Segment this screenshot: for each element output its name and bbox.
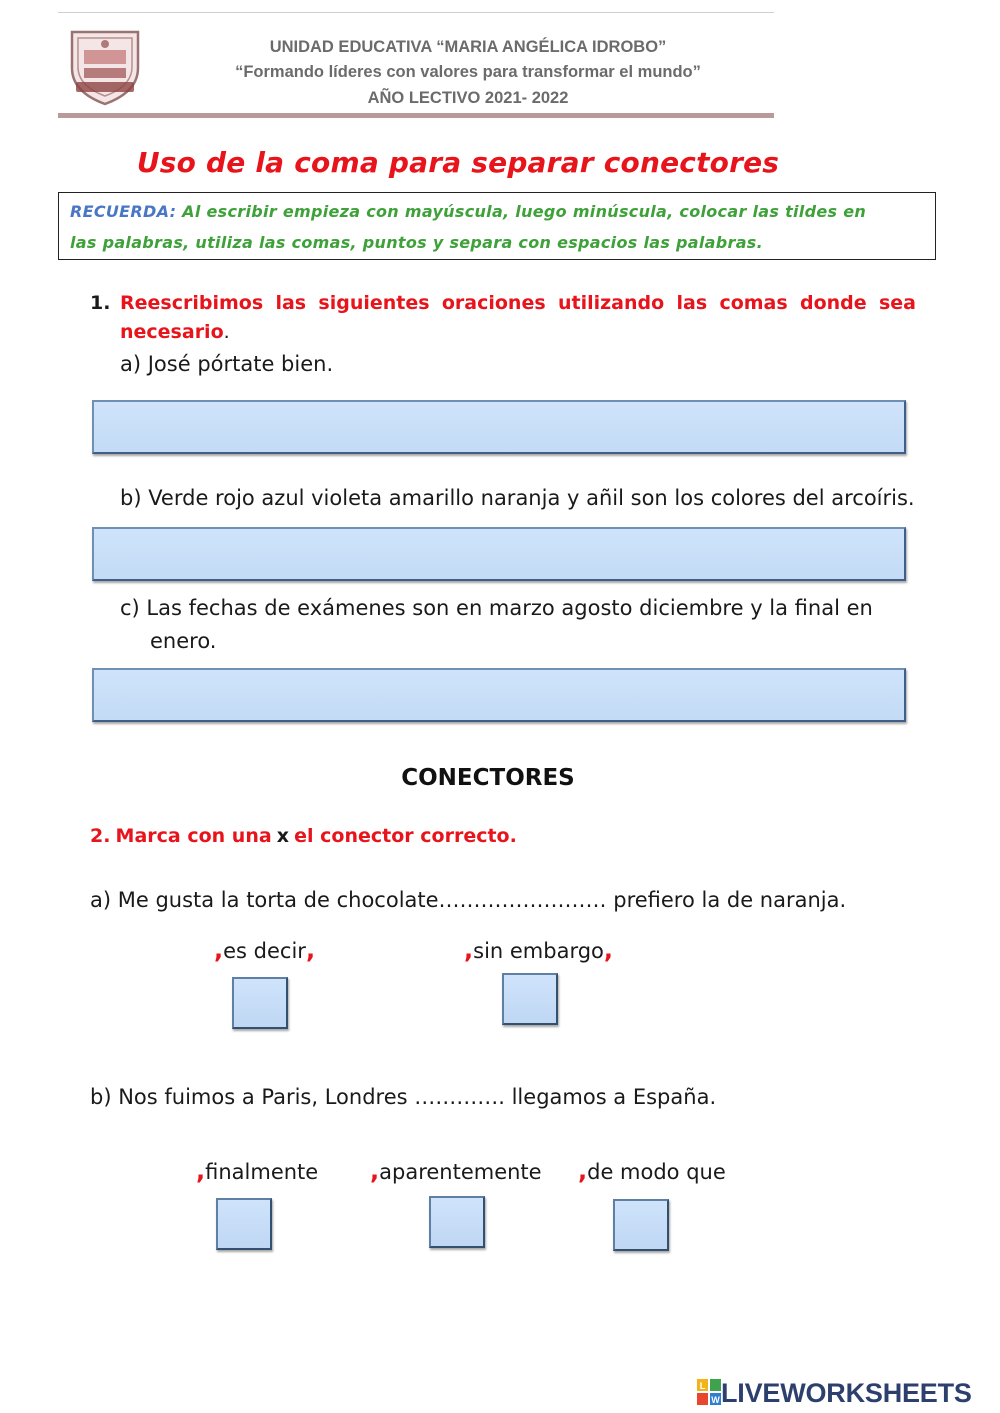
logo-letter-w: W <box>711 1395 720 1405</box>
question-1-instruction-line-1: Reescribimos las siguientes oraciones utilizando las comas donde sea <box>120 292 916 314</box>
option-b-1 <box>196 1157 318 1185</box>
option-a-1 <box>214 936 315 964</box>
option-label: finalmente <box>205 1160 319 1184</box>
question-1-period: . <box>223 321 230 343</box>
option-b-3 <box>578 1157 726 1185</box>
question-1-item-c-line-1: c) Las fechas de exámenes son en marzo agosto diciembre y la final en <box>120 596 873 620</box>
question-2-text-part-2: el conector correcto. <box>294 825 517 847</box>
option-label: aparentemente <box>379 1160 542 1184</box>
school-year: AÑO LECTIVO 2021- 2022 <box>367 89 569 107</box>
liveworksheets-logo-icon <box>697 1379 721 1405</box>
option-label: es decir <box>223 939 306 963</box>
header-bottom-divider <box>58 113 774 118</box>
question-1-number: 1. <box>90 292 111 314</box>
option-comma: , <box>603 936 614 964</box>
option-b-3-checkbox[interactable] <box>613 1199 669 1251</box>
school-name: UNIDAD EDUCATIVA “MARIA ANGÉLICA IDROBO” <box>269 38 667 56</box>
recuerda-text-1: Al escribir empieza con mayúscula, luego minúscula, colocar las tildes en <box>182 202 867 221</box>
recuerda-line-2: las palabras, utiliza las comas, puntos y separa con espacios las palabras. <box>70 233 763 252</box>
question-2-text-part-1: Marca con una <box>115 825 272 847</box>
answer-input-c[interactable] <box>92 668 906 722</box>
question-2-instruction <box>90 825 517 847</box>
question-1-item-b: b) Verde rojo azul violeta amarillo naranja y añil son los colores del arcoíris. <box>120 486 915 510</box>
option-b-2 <box>370 1157 542 1185</box>
recuerda-line-1 <box>70 202 866 221</box>
option-comma: , <box>464 936 474 964</box>
worksheet-title: Uso de la coma para separar conectores <box>136 146 780 179</box>
question-2-item-a: a) Me gusta la torta de chocolate…………………… prefiero la de naranja. <box>90 888 847 912</box>
option-comma: , <box>196 1157 206 1185</box>
option-comma: , <box>370 1157 380 1185</box>
question-1-instruction-line-2 <box>120 321 230 343</box>
logo-letter-l: L <box>699 1381 706 1391</box>
question-2-x-mark: x <box>276 825 290 847</box>
question-1-item-c-line-2: enero. <box>150 629 217 653</box>
question-2-number: 2. <box>90 825 111 847</box>
school-motto: “Formando líderes con valores para transformar el mundo” <box>235 63 701 81</box>
option-comma: , <box>578 1157 588 1185</box>
option-b-1-checkbox[interactable] <box>216 1198 272 1250</box>
option-a-1-checkbox[interactable] <box>232 977 288 1029</box>
recuerda-label: RECUERDA: <box>70 202 177 221</box>
answer-input-a[interactable] <box>92 400 906 454</box>
conectores-heading: CONECTORES <box>401 765 575 791</box>
liveworksheets-brand <box>697 1378 972 1408</box>
option-comma: , <box>305 936 316 964</box>
option-a-2-checkbox[interactable] <box>502 973 558 1025</box>
option-label: de modo que <box>587 1160 726 1184</box>
option-comma: , <box>214 936 224 964</box>
school-crest-icon <box>66 22 144 106</box>
option-label: sin embargo <box>473 939 604 963</box>
question-2-item-b: b) Nos fuimos a Paris, Londres …………. llegamos a España. <box>90 1085 717 1109</box>
liveworksheets-wordmark: LIVEWORKSHEETS <box>721 1378 972 1408</box>
option-b-2-checkbox[interactable] <box>429 1196 485 1248</box>
question-1-item-a: a) José pórtate bien. <box>120 352 334 376</box>
option-a-2 <box>464 936 613 964</box>
header-top-divider <box>58 12 774 13</box>
answer-input-b[interactable] <box>92 527 906 581</box>
question-1-instruction-word: necesario <box>120 321 224 343</box>
